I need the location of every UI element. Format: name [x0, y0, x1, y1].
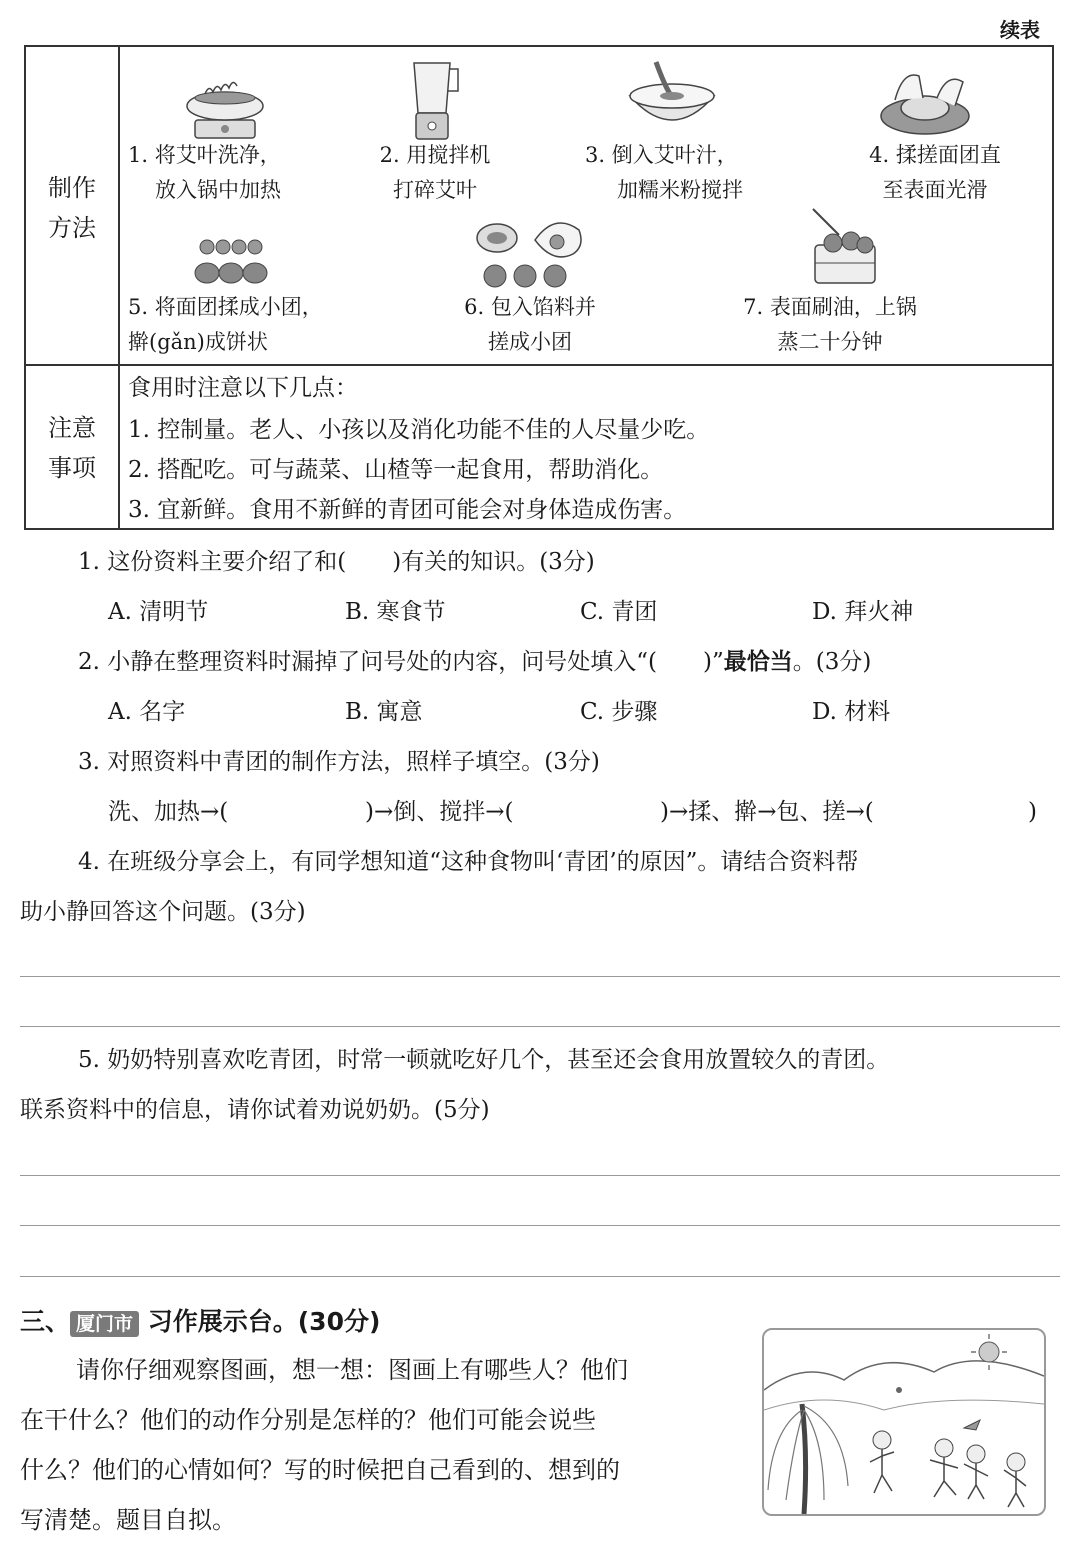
q1-option-b[interactable]: B. 寒食节 — [345, 599, 446, 625]
q3-fill-part-1: 洗、加热→( — [108, 799, 229, 825]
section-3-heading: 三、 厦门市 习作展示台。(30分) — [20, 1307, 381, 1336]
note-2: 2. 搭配吃。可与蔬菜、山楂等一起食用，帮助消化。 — [128, 457, 664, 483]
table-row-divider — [24, 364, 1054, 366]
step-5-text: 5. 将面团揉成小团， 擀(gǎn)成饼状 — [128, 295, 323, 354]
blender-icon — [400, 55, 470, 145]
children-playing-outdoors-illustration — [762, 1328, 1046, 1516]
note-1: 1. 控制量。老人、小孩以及消化功能不佳的人尽量少吃。 — [128, 417, 710, 443]
region-badge: 厦门市 — [70, 1311, 139, 1337]
writing-prompt: 请你仔细观察图画，想一想：图画上有哪些人？他们 在干什么？他们的动作分别是怎样的？他们可能会说些 什么？他们的心情如何？写的时候把自己看到的、想到的 写清楚。题目自拟。 — [20, 1356, 628, 1534]
step-7-text: 7. 表面刷油，上锅 蒸二十分钟 — [743, 295, 917, 354]
q3-fill-part-2: )→倒、搅拌→( — [365, 799, 514, 825]
q3-fill-part-3: )→揉、擀→包、搓→( — [660, 799, 874, 825]
answer-line[interactable] — [20, 1026, 1060, 1027]
question-5-line-1: 5. 奶奶特别喜欢吃青团，时常一顿就吃好几个，甚至还会食用放置较久的青团。 — [78, 1047, 890, 1073]
q1-option-c[interactable]: C. 青团 — [580, 599, 658, 625]
q2-option-d[interactable]: D. 材料 — [812, 699, 891, 725]
question-4-line-1: 4. 在班级分享会上，有同学想知道“这种食物叫‘青团’的原因”。请结合资料帮 — [78, 849, 859, 875]
question-3: 3. 对照资料中青团的制作方法，照样子填空。(3分) — [78, 749, 600, 775]
q2-option-c[interactable]: C. 步骤 — [580, 699, 658, 725]
question-4-line-2: 助小静回答这个问题。(3分) — [20, 899, 306, 925]
step-1-text: 1. 将艾叶洗净， 放入锅中加热 — [128, 143, 281, 202]
step-3-text: 3. 倒入艾叶汁， 加糯米粉搅拌 — [585, 143, 743, 202]
steamer-icon — [805, 205, 885, 290]
pot-on-stove-icon — [180, 72, 270, 142]
notes-header: 注意 事项 — [48, 414, 96, 482]
answer-line[interactable] — [20, 1175, 1060, 1176]
q1-option-a[interactable]: A. 清明节 — [108, 599, 209, 625]
answer-line[interactable] — [20, 976, 1060, 977]
question-1: 1. 这份资料主要介绍了和( )有关的知识。(3分) — [78, 549, 595, 575]
step-4-text: 4. 揉搓面团直 至表面光滑 — [869, 143, 1001, 202]
continued-table-label: 续表 — [1000, 18, 1040, 42]
q2-option-a[interactable]: A. 名字 — [108, 699, 186, 725]
notes-intro: 食用时注意以下几点： — [128, 375, 358, 401]
answer-line[interactable] — [20, 1276, 1060, 1277]
kneading-hands-icon — [875, 60, 975, 140]
illustration-drawing — [764, 1330, 1044, 1514]
mixing-bowl-icon — [622, 58, 722, 138]
question-2: 2. 小静在整理资料时漏掉了问号处的内容，问号处填入“( )”最恰当。(3分) — [78, 649, 872, 675]
step-6-text: 6. 包入馅料并 搓成小团 — [464, 295, 596, 354]
question-5-line-2: 联系资料中的信息，请你试着劝说奶奶。(5分) — [20, 1097, 490, 1123]
q2-option-b[interactable]: B. 寓意 — [345, 699, 423, 725]
method-header: 制作 方法 — [48, 174, 96, 242]
step-2-text: 2. 用搅拌机 打碎艾叶 — [379, 143, 491, 202]
q3-fill-part-4: ) — [1028, 799, 1037, 825]
q1-option-d[interactable]: D. 拜火神 — [812, 599, 914, 625]
answer-line[interactable] — [20, 1225, 1060, 1226]
note-3: 3. 宜新鲜。食用不新鲜的青团可能会对身体造成伤害。 — [128, 497, 687, 523]
dough-balls-icon — [185, 235, 275, 290]
filling-dumplings-icon — [465, 210, 595, 290]
